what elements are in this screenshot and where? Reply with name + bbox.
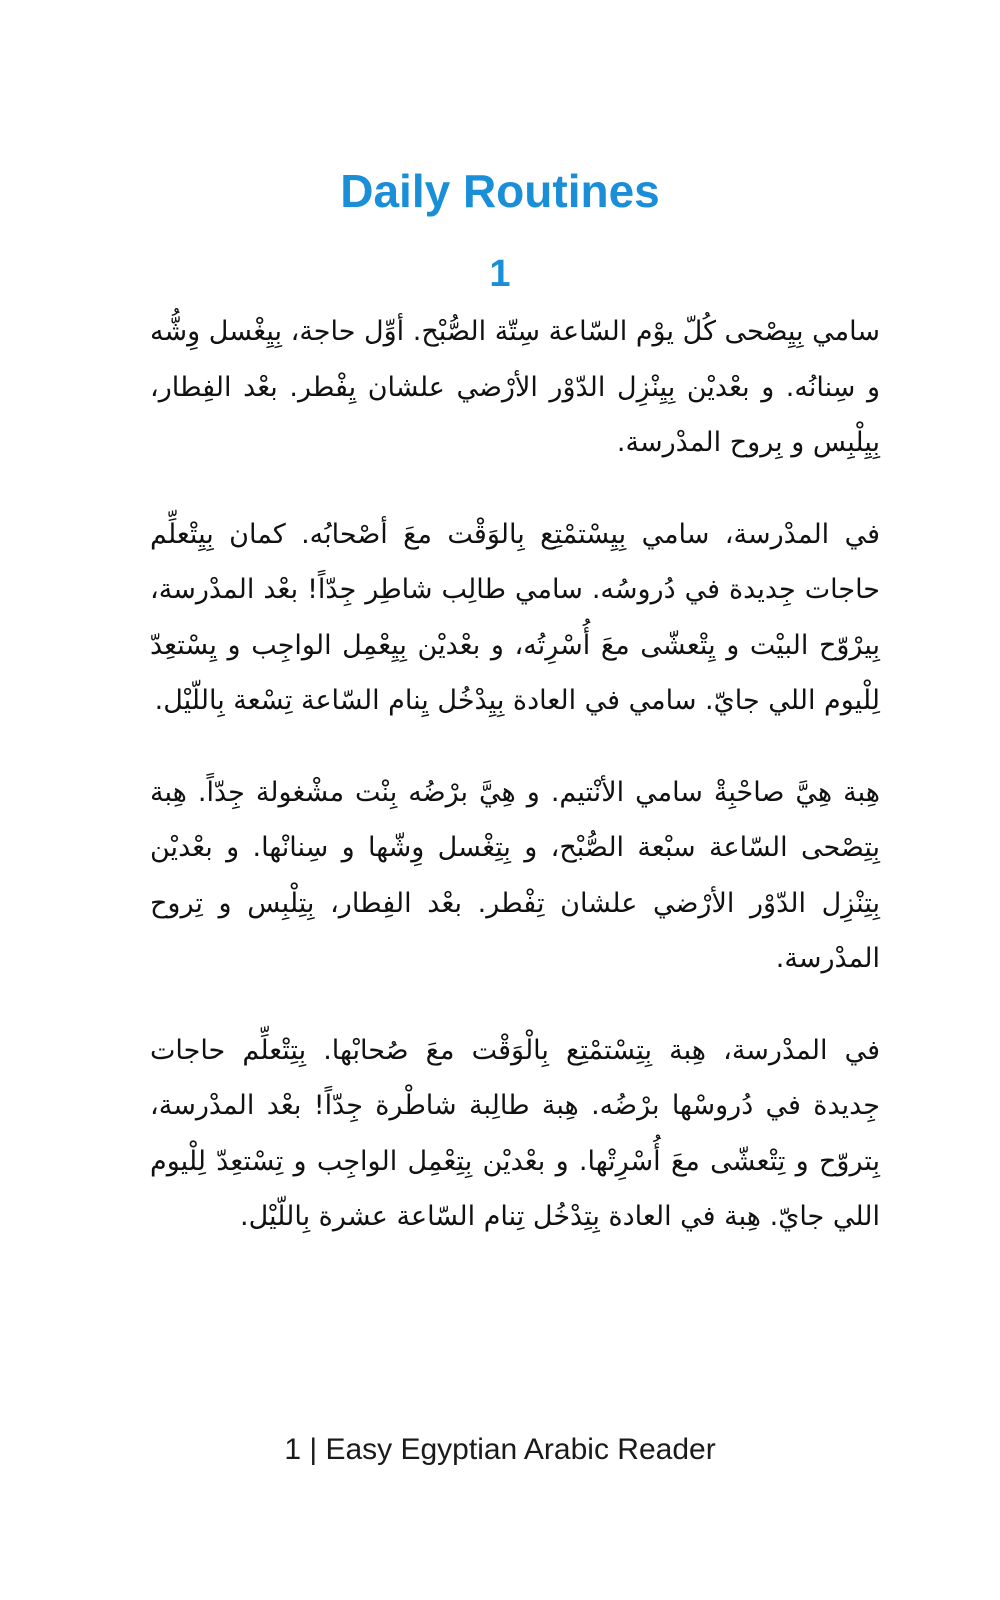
page-footer: 1 | Easy Egyptian Arabic Reader — [284, 1433, 716, 1466]
story-number: 1 — [489, 253, 511, 295]
paragraph-4: في المدْرسة، هِبة بِتِسْتمْتِع بِالْوَقْت معَ صُحابْها. بِتِتْعلِّم حاجات جِديدة في دُروسْها برْضُه. هِبة طالِبة شاطْرة جِدّاً! بعْد المدْرسة، بِتروّح و تِتْعشّى معَ أُسْرِتْها. و بعْديْن بِتِعْمِل الواجِب و تِسْتعِدّ لِلْيوم اللي جايّ. هِبة في العادة بِتِدْخُل تِنام السّاعة عشرة بِاللّيْل. — [150, 1034, 880, 1232]
paragraph-2: في المدْرسة، سامي بِيِسْتمْتِع بِالوَقْت معَ أصْحابُه. كمان بِيِتْعلِّم حاجات جِديدة في دُروسُه. سامي طالِب شاطِر جِدّاً! بعْد المدْرسة، بِيرْوّح البيْت و يِتْعشّى معَ أُسْرِتُه، و بعْديْن بِيِعْمِل الواجِب و يِسْتعِدّ لِلْيوم اللي جايّ. سامي في العادة بِيِدْخُل يِنام السّاعة تِسْعة بِاللّيْل. — [150, 518, 880, 716]
story-body — [150, 304, 880, 1281]
paragraph-3: هِبة هِيَّ صاحْبِةْ سامي الأنْتيم. و هِيَّ برْضُه بِنْت مشْغولة جِدّاً. هِبة بِتِصْحى السّاعة سبْعة الصُّبْح، و بِتِغْسل وِشّها و سِنانْها. و بعْديْن بِتِنْزِل الدّوْر الأرْضي علشان تِفْطر. بعْد الفِطار، بِتِلْبِس و تِروح المدْرسة. — [150, 776, 880, 974]
paragraph-1: سامي بِيِصْحى كُلّ يوْم السّاعة سِتّة الصُّبْح. أوِّل حاجة، بِيِغْسل وِشُّه و سِنانُه. و بعْديْن بِيِنْزِل الدّوْر الأرْضي علشان يِفْطر. بعْد الفِطار، بِيِلْبِس و بِروح المدْرسة. — [150, 316, 880, 458]
page-title: Daily Routines — [340, 164, 660, 217]
